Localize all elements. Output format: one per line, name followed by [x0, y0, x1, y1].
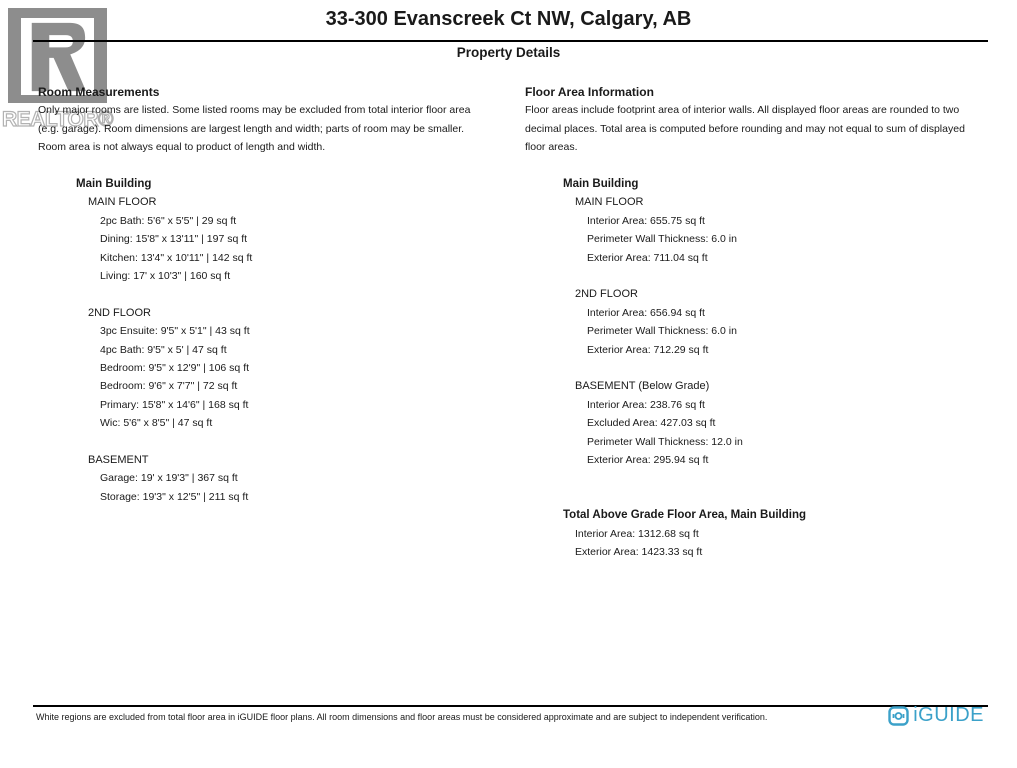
note-line: (e.g. garage). Room dimensions are largest length and width; parts of room may be smaller. — [38, 122, 465, 135]
floor-name: MAIN FLOOR — [88, 196, 157, 209]
floor-2nd-floor — [88, 304, 520, 433]
area-line: Perimeter Wall Thickness: 6.0 in — [587, 325, 737, 338]
iguide-brand-text: iGUIDE — [913, 704, 984, 726]
iguide-camera-icon — [888, 706, 909, 726]
floor-area-note — [525, 101, 1007, 156]
page-title: 33-300 Evanscreek Ct NW, Calgary, AB — [325, 8, 692, 30]
room-line: Bedroom: 9'6" x 7'7" | 72 sq ft — [100, 380, 238, 393]
room-line: 2pc Bath: 5'6" x 5'5" | 29 sq ft — [100, 214, 237, 227]
area-line: Interior Area: 655.75 sq ft — [587, 214, 705, 227]
room-line: Storage: 19'3" x 12'5" | 211 sq ft — [100, 490, 249, 503]
floor-area-information-section — [525, 83, 1007, 562]
floor-name: MAIN FLOOR — [575, 196, 644, 209]
area-line: Exterior Area: 711.04 sq ft — [587, 251, 708, 264]
room-line: Primary: 15'8" x 14'6" | 168 sq ft — [100, 398, 249, 411]
area-line: Interior Area: 238.76 sq ft — [587, 398, 705, 411]
floor-name: 2ND FLOOR — [88, 306, 151, 319]
page-subtitle: Property Details — [456, 45, 561, 60]
floor-main-floor — [88, 193, 520, 285]
footer-disclaimer: White regions are excluded from total floor area in iGUIDE floor plans. All room dimensions and floor areas must be considered approximate and are subject to independent verification. — [36, 712, 768, 722]
area-basement — [575, 377, 1007, 469]
note-line: floor areas. — [525, 141, 578, 154]
area-line: Perimeter Wall Thickness: 12.0 in — [587, 435, 743, 448]
total-above-grade — [525, 506, 1007, 561]
room-measurements-note — [38, 101, 520, 156]
floor-name: BASEMENT — [88, 454, 149, 467]
area-2nd-floor — [575, 285, 1007, 359]
iguide-brand — [888, 704, 984, 727]
realtor-watermark-label: REALTOR® — [2, 108, 114, 131]
room-line: Dining: 15'8" x 13'11" | 197 sq ft — [100, 233, 248, 246]
room-line: Living: 17' x 10'3" | 160 sq ft — [100, 270, 231, 283]
room-line: Bedroom: 9'5" x 12'9" | 106 sq ft — [100, 362, 250, 375]
room-line: Garage: 19' x 19'3" | 367 sq ft — [100, 472, 238, 485]
floor-area-heading: Floor Area Information — [525, 85, 654, 99]
floor-name: 2ND FLOOR — [575, 288, 638, 301]
room-line: Wic: 5'6" x 8'5" | 47 sq ft — [100, 417, 213, 430]
floor-basement — [88, 451, 520, 506]
room-line: 4pc Bath: 9'5" x 5' | 47 sq ft — [100, 343, 227, 356]
room-line: Kitchen: 13'4" x 10'11" | 142 sq ft — [100, 251, 253, 264]
total-line: Interior Area: 1312.68 sq ft — [575, 527, 699, 540]
title-underline — [33, 40, 988, 42]
footer-rule — [33, 705, 988, 707]
area-line: Interior Area: 656.94 sq ft — [587, 306, 705, 319]
room-line: 3pc Ensuite: 9'5" x 5'1" | 43 sq ft — [100, 325, 250, 338]
area-line: Exterior Area: 295.94 sq ft — [587, 454, 709, 467]
note-line: Room area is not always equal to product of length and width. — [38, 141, 326, 154]
note-line: Only major rooms are listed. Some listed rooms may be excluded from total interior floor area — [38, 104, 471, 117]
total-line: Exterior Area: 1423.33 sq ft — [575, 546, 703, 559]
total-heading: Total Above Grade Floor Area, Main Building — [563, 509, 807, 522]
note-line: Floor areas include footprint area of interior walls. All displayed floor areas are rounded to two — [525, 104, 960, 117]
note-line: decimal places. Total area is computed before rounding and may not equal to sum of displayed — [525, 122, 965, 135]
floor-name: BASEMENT (Below Grade) — [575, 380, 710, 393]
building-name: Main Building — [76, 178, 152, 191]
area-main-floor — [575, 193, 1007, 267]
area-line: Exterior Area: 712.29 sq ft — [587, 343, 709, 356]
room-measurements-heading: Room Measurements — [38, 85, 160, 99]
room-measurements-section — [38, 83, 520, 506]
area-line: Excluded Area: 427.03 sq ft — [587, 417, 716, 430]
building-name: Main Building — [563, 178, 639, 191]
area-line: Perimeter Wall Thickness: 6.0 in — [587, 233, 737, 246]
